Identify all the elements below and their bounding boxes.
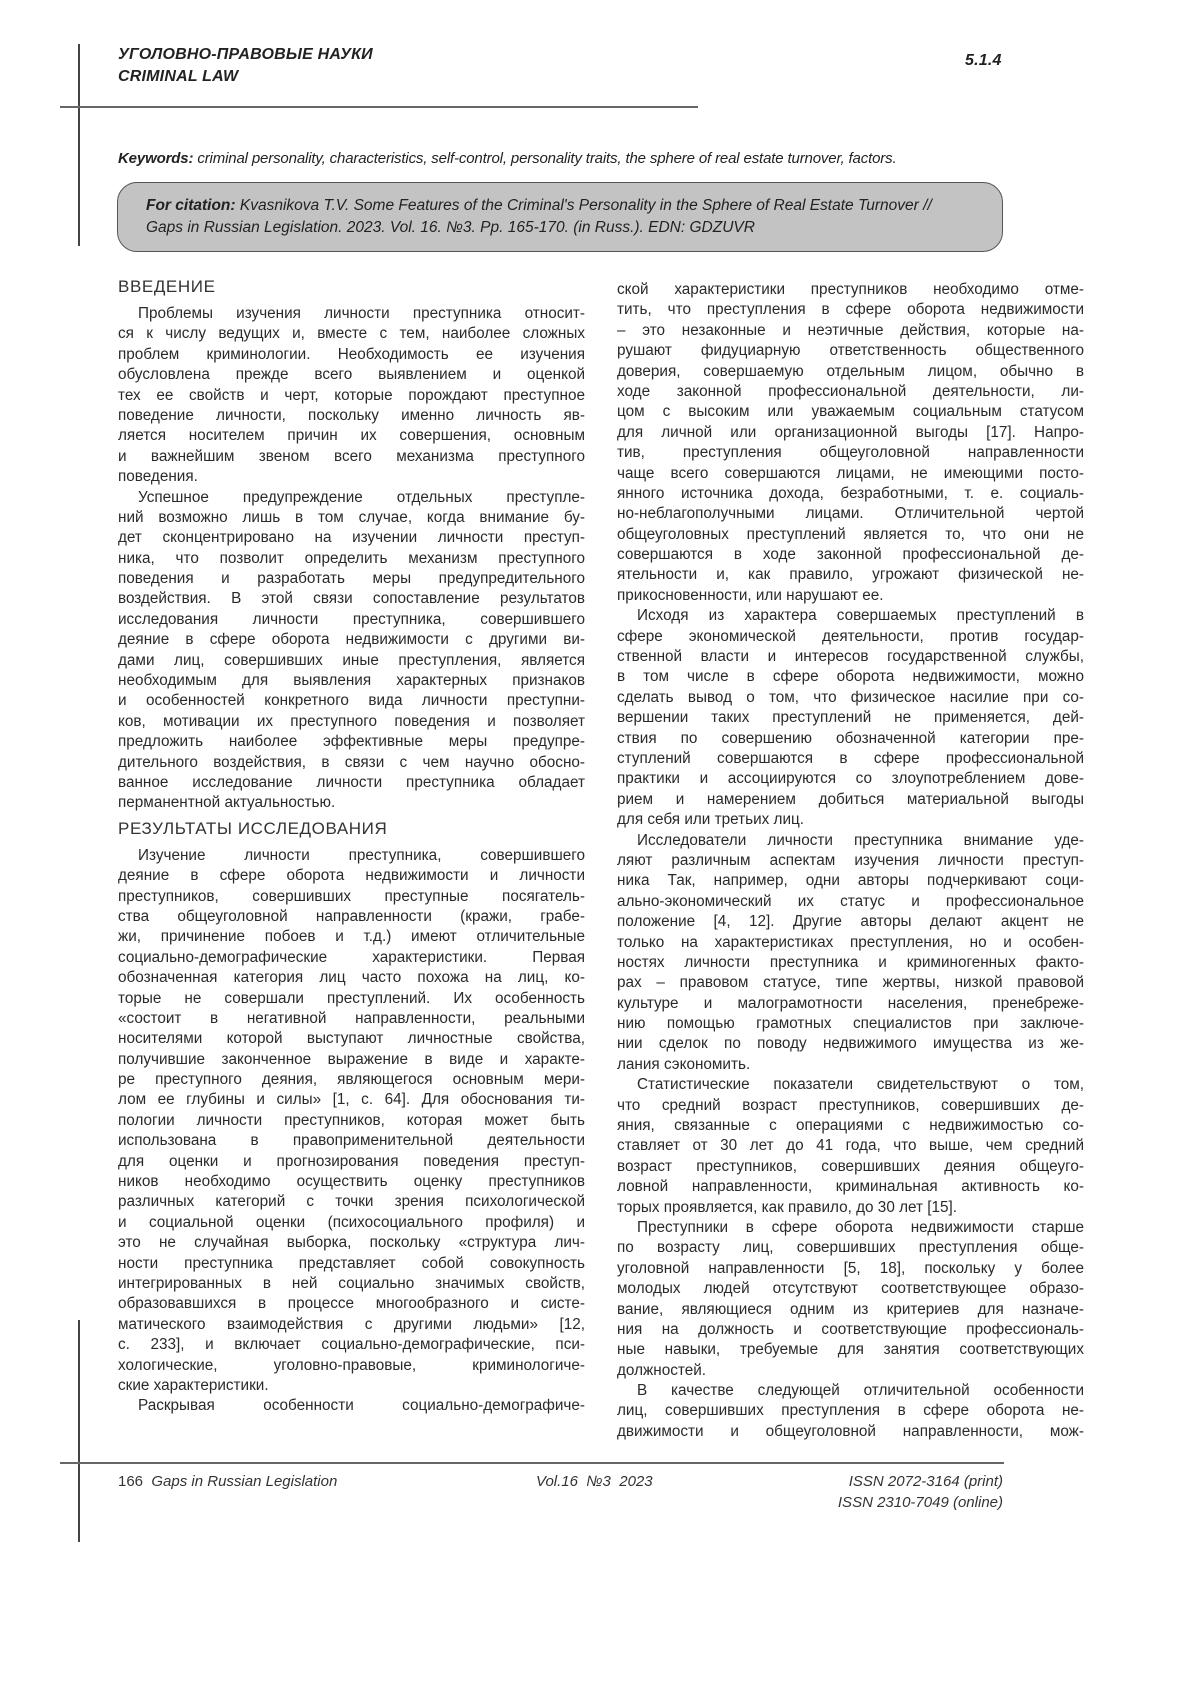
text-line: тех ее свойств и черт, которые порождают преступное xyxy=(118,386,585,404)
text-line: молодых людей отсутствуют соответствующее образо- xyxy=(617,1280,1084,1298)
text-line: ходе законной профессиональной деятельности, ли- xyxy=(617,382,1084,400)
text-line: Проблемы изучения личности преступника относит- xyxy=(138,305,585,322)
paragraph xyxy=(118,1396,585,1416)
text-line: только на характеристиках преступления, но и особен- xyxy=(617,933,1084,951)
paragraph xyxy=(617,1381,1084,1442)
text-line: доверия, совершаемую отдельным лицом, обычно в xyxy=(617,362,1084,380)
text-line: практики и ассоциируются со злоупотреблением дове- xyxy=(617,770,1084,788)
footer-vertical-rule xyxy=(78,1320,80,1542)
text-line: рием и намерением добиться материальной выгоды xyxy=(617,790,1084,808)
text-line: цом с высоким или уважаемым социальным статусом xyxy=(617,403,1084,421)
text-line: янного источника дохода, безработными, т. е. социаль- xyxy=(617,484,1084,502)
section-title-ru: УГОЛОВНО-ПРАВОВЫЕ НАУКИ xyxy=(118,46,373,63)
keywords-text: criminal personality, characteristics, self-control, personality traits, the sphere of real estate turnover, factors. xyxy=(193,150,897,167)
citation-box xyxy=(117,182,1003,252)
issn-print: ISSN 2072-3164 (print) xyxy=(848,1473,1003,1490)
text-line: ской характеристики преступников необходимо отме- xyxy=(617,281,1084,298)
text-line: должностей. xyxy=(617,1361,706,1379)
text-line: воздействия. В этой связи сопоставление результатов xyxy=(118,590,585,608)
text-line: Исследователи личности преступника внимание уде- xyxy=(637,831,1084,849)
keywords xyxy=(118,150,897,167)
text-line: ников необходимо осуществить оценку преступников xyxy=(118,1173,585,1191)
text-line: деяние в сфере оборота недвижимости и личности xyxy=(118,867,585,885)
footer-horizontal-rule xyxy=(60,1462,1004,1464)
text-line: ния на должность и соответствующие профессиональ- xyxy=(617,1320,1084,1338)
paragraph xyxy=(617,1218,1084,1381)
text-line: поведения. xyxy=(118,468,198,486)
text-line: ственной власти и интересов государственной службы, xyxy=(617,648,1084,666)
journal-name: Gaps in Russian Legislation xyxy=(151,1473,338,1490)
text-line: ально-экономический их статус и профессиональное xyxy=(617,892,1084,910)
text-line: поведения и разработать меры предупредительного xyxy=(118,570,585,588)
text-line: рушают фидуциарную ответственность общественного xyxy=(617,342,1084,360)
text-line: Изучение личности преступника, совершившего xyxy=(138,846,585,864)
text-line: вание, являющиеся одним из критериев для назначе- xyxy=(617,1300,1084,1318)
text-line: В качестве следующей отличительной особенности xyxy=(637,1382,1084,1400)
footer-left xyxy=(118,1473,337,1490)
text-line: для личной или организационной выгоды [17]. Напро- xyxy=(617,423,1084,441)
text-line: и особенностей конкретного вида личности преступни- xyxy=(118,692,585,710)
text-line: ятельности и, как правило, угрожают физической не- xyxy=(617,566,1084,584)
text-line: лания сэкономить. xyxy=(617,1055,751,1073)
text-line: – это незаконные и неэтичные действия, которые на- xyxy=(617,321,1084,339)
citation-label: For citation: xyxy=(146,197,236,214)
text-line: но-неблагополучными лицами. Отличительной чертой xyxy=(617,505,1084,523)
text-line: преступников, совершивших преступные посягатель- xyxy=(118,887,585,905)
text-line: и важнейшим звеном всего механизма преступного xyxy=(118,447,585,465)
text-line: ляют различным аспектам изучения личности преступ- xyxy=(617,851,1084,869)
text-line: по возрасту лиц, совершивших преступления обще- xyxy=(617,1239,1084,1257)
text-line: Исходя из характера совершаемых преступлений в xyxy=(637,607,1084,625)
text-line: различных категорий с точки зрения психологической xyxy=(118,1193,585,1211)
text-line: в том числе в сфере оборота недвижимости, можно xyxy=(617,668,1084,686)
text-line: обозначенная категория лиц часто похожа на лиц, ко- xyxy=(118,969,585,987)
text-line: Раскрывая особенности социально-демографиче- xyxy=(138,1397,585,1415)
text-line: ступлений совершаются в сфере профессиональной xyxy=(617,749,1084,767)
text-line: нию помощью грамотных специалистов при заключе- xyxy=(617,1015,1084,1033)
text-line: Преступники в сфере оборота недвижимости старше xyxy=(637,1218,1084,1236)
text-line: поведение личности, поскольку именно личность яв- xyxy=(118,406,585,424)
text-line: для оценки и прогнозирования поведения преступ- xyxy=(118,1152,585,1170)
text-line: ства общеуголовной направленности (кражи, грабе- xyxy=(118,907,585,925)
header-horizontal-rule xyxy=(60,106,698,108)
text-line: торые не совершали преступлений. Их особенность xyxy=(118,989,585,1007)
issn-online: ISSN 2310-7049 (online) xyxy=(837,1494,1003,1511)
text-line: получившие законченное выражение в виде и характе- xyxy=(118,1050,585,1068)
text-line: прикосновенности, или нарушают ее. xyxy=(617,586,884,604)
text-line: лом ее глубины и силы» [1, с. 64]. Для обоснования ти- xyxy=(118,1091,585,1109)
text-line: матического взаимодействия с другими людьми» [12, xyxy=(118,1315,585,1333)
text-line: предложить наиболее эффективные меры предупре- xyxy=(118,733,585,751)
text-line: использована в правоприменительной деятельности xyxy=(118,1132,585,1150)
text-line: проблем криминологии. Необходимость ее изучения xyxy=(118,345,585,363)
section-heading: ВВЕДЕНИЕ xyxy=(118,277,216,296)
issue-info: Vol.16 №3 2023 xyxy=(536,1473,653,1490)
text-line: ков, мотивации их преступного поведения и позволяет xyxy=(118,712,585,730)
text-line: носителями которой выступают личностные свойства, xyxy=(118,1030,585,1048)
paragraph xyxy=(118,304,585,488)
page-number: 166 xyxy=(118,1473,144,1490)
paragraph xyxy=(118,488,585,814)
section-title-en: CRIMINAL LAW xyxy=(118,68,239,85)
text-line: общеуголовных преступлений является то, что они не xyxy=(617,525,1084,543)
paragraph xyxy=(617,831,1084,1076)
text-line: жи, причинение побоев и т.д.) имеют отличительные xyxy=(118,928,585,946)
text-line: рах – правовом статусе, типе жертвы, низкой правовой xyxy=(617,974,1084,992)
text-line: дет сконцентрировано на изучении личности преступ- xyxy=(118,529,585,547)
text-line: ные навыки, требуемые для занятия соответствующих xyxy=(617,1341,1084,1359)
text-line: чаще всего совершаются лицами, не имеющими посто- xyxy=(617,464,1084,482)
text-line: ника Так, например, одни авторы подчеркивают соци- xyxy=(617,872,1084,890)
text-line: ванное исследование личности преступника обладает xyxy=(118,773,585,791)
left-column xyxy=(118,272,585,1417)
text-line: что средний возраст преступников, совершивших де- xyxy=(617,1096,1084,1114)
right-column xyxy=(617,280,1084,1442)
text-line: культуре и малограмотности населения, пренебреже- xyxy=(617,994,1084,1012)
text-line: яния, связанные с операциями с недвижимостью со- xyxy=(617,1117,1084,1135)
text-line: для себя или третьих лиц. xyxy=(617,811,805,829)
text-line: «состоит в негативной направленности, реальными xyxy=(118,1009,585,1027)
text-line: дительного воздействия, в связи с чем научно обосно- xyxy=(118,753,585,771)
text-line: хологические, уголовно-правовые, криминологиче- xyxy=(118,1356,585,1374)
text-line: торых проявляется, как правило, до 30 лет [15]. xyxy=(617,1198,958,1216)
text-line: ностях личности преступника и криминогенных факто- xyxy=(617,953,1084,971)
text-line: социально-демографические характеристики. Первая xyxy=(118,948,585,966)
text-line: вершении таких преступлений не применяется, дей- xyxy=(617,709,1084,727)
text-line: движимости и общеуголовной направленности, мож- xyxy=(617,1422,1084,1440)
text-line: нии сделок по поводу недвижимого имущества из же- xyxy=(617,1035,1084,1053)
paragraph xyxy=(617,280,1084,606)
text-line: необходимым для выявления характерных признаков xyxy=(118,672,585,690)
text-line: возраст преступников, совершивших деяния общеуго- xyxy=(617,1157,1084,1175)
text-line: пологии личности преступников, которая может быть xyxy=(118,1111,585,1129)
text-line: ляется носителем причин их совершения, основным xyxy=(118,427,585,445)
text-line: Статистические показатели свидетельствуют о том, xyxy=(637,1076,1084,1094)
text-line: тить, что преступления в сфере оборота недвижимости xyxy=(617,301,1084,319)
text-line: это не случайная выборка, поскольку «структура лич- xyxy=(118,1234,585,1252)
text-line: образовавшихся в процессе многообразного и систе- xyxy=(118,1295,585,1313)
text-line: совершаются в ходе законной профессиональной де- xyxy=(617,546,1084,564)
text-line: и социальной оценки (психосоциального профиля) и xyxy=(118,1213,585,1231)
text-line: уголовной направленности [5, 18], поскольку у более xyxy=(617,1259,1084,1277)
text-line: лиц, совершивших преступления в сфере оборота не- xyxy=(617,1402,1084,1420)
text-line: положение [4, 12]. Другие авторы делают акцент не xyxy=(617,913,1084,931)
text-line: ности преступника представляет собой совокупность xyxy=(118,1254,585,1272)
text-line: перманентной актуальностью. xyxy=(118,794,336,812)
text-line: исследования личности преступника, совершившего xyxy=(118,610,585,628)
text-line: ловной направленности, криминальная активность ко- xyxy=(617,1178,1084,1196)
text-line: ре преступного деяния, являющегося основным мери- xyxy=(118,1071,585,1089)
text-line: обусловлена прежде всего выявлением и оценкой xyxy=(118,366,585,384)
paragraph xyxy=(617,1075,1084,1218)
text-line: сфере экономической деятельности, против государ- xyxy=(617,627,1084,645)
text-line: ставляет от 30 лет до 41 года, что выше, чем средний xyxy=(617,1137,1084,1155)
text-line: интегрированных в ней социально значимых свойств, xyxy=(118,1274,585,1292)
text-line: дами лиц, совершивших иные преступления, является xyxy=(118,651,585,669)
citation-line-2: Gaps in Russian Legislation. 2023. Vol. 16. №3. Pp. 165-170. (in Russ.). EDN: GDZUVR xyxy=(146,219,755,236)
text-line: ские характеристики. xyxy=(118,1376,269,1394)
text-line: сделать вывод о том, что физическое насилие при со- xyxy=(617,688,1084,706)
text-line: ствия по совершению обозначенной категории пре- xyxy=(617,729,1084,747)
text-line: деяние в сфере оборота недвижимости с другими ви- xyxy=(118,631,585,649)
paragraph xyxy=(617,606,1084,830)
text-line: с. 233], и включает социально-демографические, пси- xyxy=(118,1336,585,1354)
header-vertical-rule xyxy=(78,44,80,246)
text-line: ний возможно лишь в том случае, когда внимание бу- xyxy=(118,508,585,526)
section-code: 5.1.4 xyxy=(965,52,1002,69)
section-heading: РЕЗУЛЬТАТЫ ИССЛЕДОВАНИЯ xyxy=(118,818,388,838)
keywords-label: Keywords: xyxy=(118,150,194,167)
paragraph xyxy=(118,846,585,1397)
text-line: тив, преступления общеуголовной направленности xyxy=(617,444,1084,462)
text-line: ся к числу ведущих и, вместе с тем, наиболее сложных xyxy=(118,325,585,343)
text-line: ника, что позволит определить механизм преступного xyxy=(118,549,585,567)
text-line: Успешное предупреждение отдельных преступле- xyxy=(138,488,585,506)
citation-line-1: Kvasnikova T.V. Some Features of the Criminal's Personality in the Sphere of Real Estate Turnover // xyxy=(235,197,932,214)
